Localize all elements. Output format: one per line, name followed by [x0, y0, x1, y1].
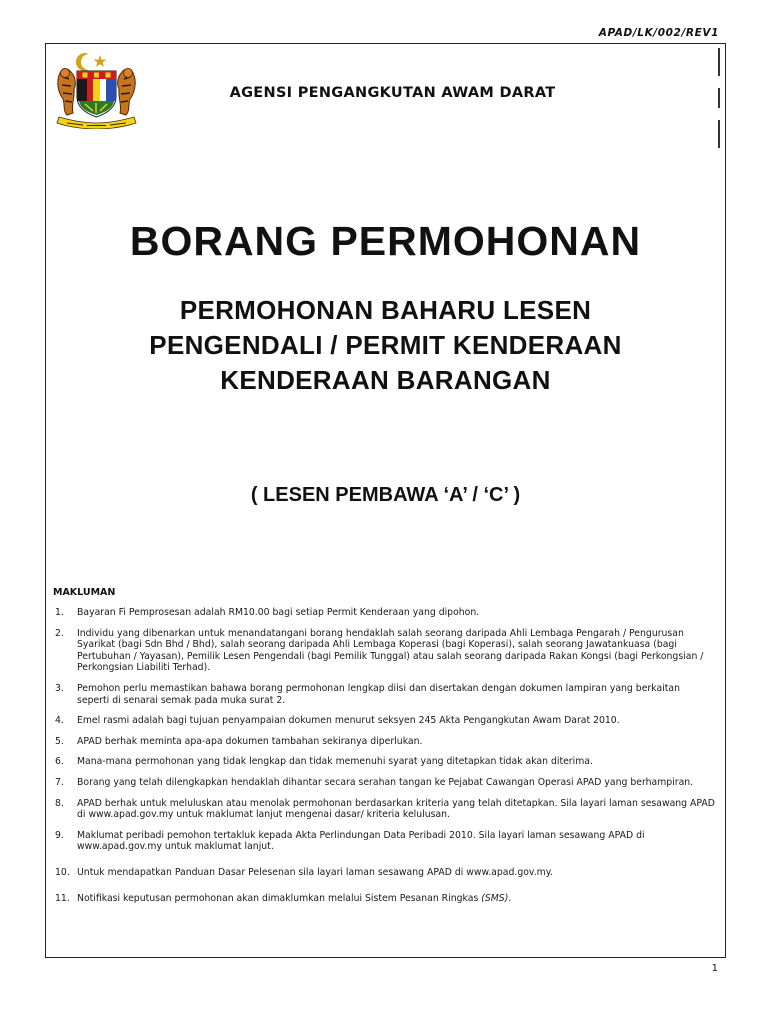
list-item	[55, 683, 715, 706]
item-text: APAD berhak meminta apa-apa dokumen tambahan sekiranya diperlukan.	[77, 735, 423, 747]
item-text: Mana-mana permohonan yang tidak lengkap dan tidak memenuhi syarat yang ditetapkan tidak akan diterima.	[77, 756, 593, 768]
item-number: 7.	[55, 776, 64, 788]
item-number: 1.	[55, 607, 64, 618]
list-item	[55, 867, 715, 879]
list-item	[55, 830, 715, 853]
notes-list	[55, 607, 715, 913]
agency-name: AGENSI PENGANGKUTAN AWAM DARAT	[229, 85, 556, 101]
list-item	[55, 798, 715, 821]
item-text: Maklumat peribadi pemohon tertakluk kepada Akta Perlindungan Data Peribadi 2010. Sila layari laman sesawang APAD di www.apad.gov.my untuk maklumat lanjut.	[77, 829, 645, 853]
subtitle-line: PERMOHONAN BAHARU LESEN	[179, 295, 592, 325]
item-number: 9.	[55, 829, 64, 841]
list-item	[55, 736, 715, 748]
item-number: 4.	[55, 715, 64, 727]
page-number: 1	[711, 963, 718, 974]
item-number: 2.	[55, 627, 64, 639]
item-number: 5.	[55, 735, 64, 747]
list-item	[55, 607, 715, 619]
item-text: Pemohon perlu memastikan bahawa borang permohonan lengkap diisi dan disertakan dengan dokumen lampiran yang berkaitan seperti di senarai semak pada muka surat 2.	[77, 682, 680, 706]
item-number: 6.	[55, 756, 64, 768]
item-number: 10.	[55, 866, 70, 878]
list-item	[55, 628, 715, 674]
list-item	[55, 893, 715, 905]
item-text: Emel rasmi adalah bagi tujuan penyampaian dokumen menurut seksyen 245 Akta Pengangkutan Awam Darat 2010.	[77, 715, 620, 727]
item-text: APAD berhak untuk meluluskan atau menolak permohonan berdasarkan kriteria yang telah ditetapkan. Sila layari laman sesawang APAD di www.apad.gov.my untuk maklumat lanjut mengenai dasar/ kriteria kelulusan.	[77, 797, 715, 821]
item-text: Notifikasi keputusan permohonan akan dimaklumkan melalui Sistem Pesanan Ringkas (SMS).	[77, 892, 512, 904]
licence-type: ( LESEN PEMBAWA ‘A’ / ‘C’ )	[250, 484, 521, 506]
list-item	[55, 756, 715, 768]
item-number: 8.	[55, 797, 64, 809]
form-title: BORANG PERMOHONAN	[129, 218, 642, 264]
item-text: Borang yang telah dilengkapkan hendaklah dihantar secara serahan tangan ke Pejabat Cawangan Operasi APAD yang berhampiran.	[77, 776, 694, 788]
item-number: 11.	[55, 892, 70, 904]
list-item	[55, 777, 715, 789]
form-frame	[45, 43, 726, 958]
notes-heading: MAKLUMAN	[53, 587, 116, 598]
document-code: APAD/LK/002/REV1	[598, 27, 719, 39]
subtitle-line: PENGENDALI / PERMIT KENDERAAN	[149, 330, 622, 360]
item-text: Individu yang dibenarkan untuk menandatangani borang hendaklah salah seorang daripada Ahli Lembaga Pengarah / Pengurusan Syarikat (bagi Sdn Bhd / Bhd), salah seorang daripada Ahli Lembaga Koperasi (bagi Koperasi), salah seorang Jawatankuasa (bagi Pertubuhan / Yayasan), Pemilik Lesen Pengendali (bagi Pemilik Tunggal) atau salah seorang daripada Rakan Kongsi (bagi Perkongsian / Perkongsian Liabiliti Terhad).	[77, 627, 704, 674]
item-text: Untuk mendapatkan Panduan Dasar Pelesenan sila layari laman sesawang APAD di www.apad.gov.my.	[77, 866, 553, 878]
form-subtitle	[46, 293, 725, 398]
list-item	[55, 715, 715, 727]
subtitle-line: KENDERAAN BARANGAN	[220, 365, 551, 395]
item-number: 3.	[55, 682, 64, 694]
item-text: Bayaran Fi Pemprosesan adalah RM10.00 bagi setiap Permit Kenderaan yang dipohon.	[77, 607, 480, 618]
